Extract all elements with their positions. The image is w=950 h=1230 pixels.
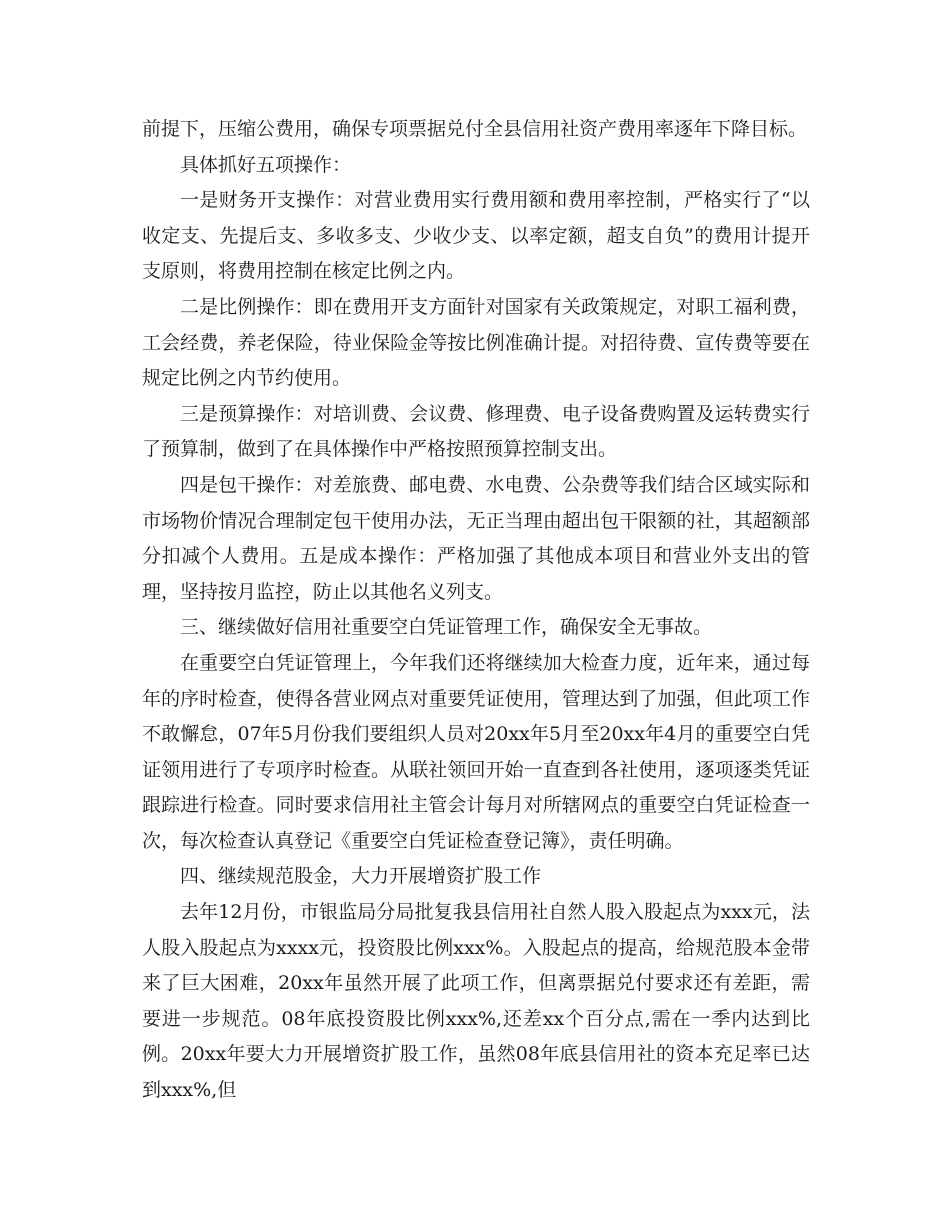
paragraph-blank-voucher-management: 在重要空白凭证管理上，今年我们还将继续加大检查力度，近年来，通过每年的序时检查，使得各营业网点对重要凭证使用，管理达到了加强，但此项工作不敢懈怠，07年5月份我们要组织人员对20xx年5月至20xx年4月的重要空白凭证领用进行了专项序时检查。从联社领回开始一直查到各社使用，逐项逐类凭证跟踪进行检查。同时要求信用社主管会计每月对所辖网点的重要空白凭证检查一次，每次检查认真登记《重要空白凭证检查登记簿》，责任明确。 bbox=[142, 651, 810, 852]
paragraph-share-capital: 去年12月份，市银监局分局批复我县信用社自然人股入股起点为xxx元，法人股入股起点为xxxx元，投资股比例xxx%。入股起点的提高，给规范股本金带来了巨大困难，20xx年虽然开展了此项工作，但离票据兑付要求还有差距，需要进一步规范。08年底投资股比例xxx%,还差xx个百分点,需在一季内达到比例。20xx年要大力开展增资扩股工作，虽然08年底县信用社的资本充足率已达到xxx%,但 bbox=[142, 901, 810, 1102]
paragraph-budget-operation: 三是预算操作：对培训费、会议费、修理费、电子设备费购置及运转费实行了预算制，做到了在具体操作中严格按照预算控制支出。 bbox=[142, 402, 810, 461]
paragraph-ratio-operation: 二是比例操作：即在费用开支方面针对国家有关政策规定，对职工福利费，工会经费，养老保险，待业保险金等按比例准确计提。对招待费、宣传费等要在规定比例之内节约使用。 bbox=[142, 295, 810, 390]
paragraph-contract-cost-operation: 四是包干操作：对差旅费、邮电费、水电费、公杂费等我们结合区域实际和市场物价情况合理制定包干使用办法，无正当理由超出包干限额的社，其超额部分扣减个人费用。五是成本操作：严格加强了其他成本项目和营业外支出的管理，坚持按月监控，防止以其他名义列支。 bbox=[142, 473, 810, 603]
paragraph-financial-expenditure: 一是财务开支操作：对营业费用实行费用额和费用率控制，严格实行了“以收定支、先提后支、多收多支、少收少支、以率定额，超支自负”的费用计提开支原则，将费用控制在核定比例之内。 bbox=[142, 189, 810, 283]
paragraph-fee-control-intro: 前提下，压缩公费用，确保专项票据兑付全县信用社资产费用率逐年下降目标。 bbox=[142, 118, 808, 140]
paragraph-five-operations-heading: 具体抓好五项操作： bbox=[180, 153, 352, 176]
document-body bbox=[142, 112, 810, 1109]
paragraph-section-three-heading: 三、继续做好信用社重要空白凭证管理工作，确保安全无事故。 bbox=[180, 616, 713, 639]
paragraph-section-four-heading: 四、继续规范股金，大力开展增资扩股工作 bbox=[180, 865, 542, 888]
